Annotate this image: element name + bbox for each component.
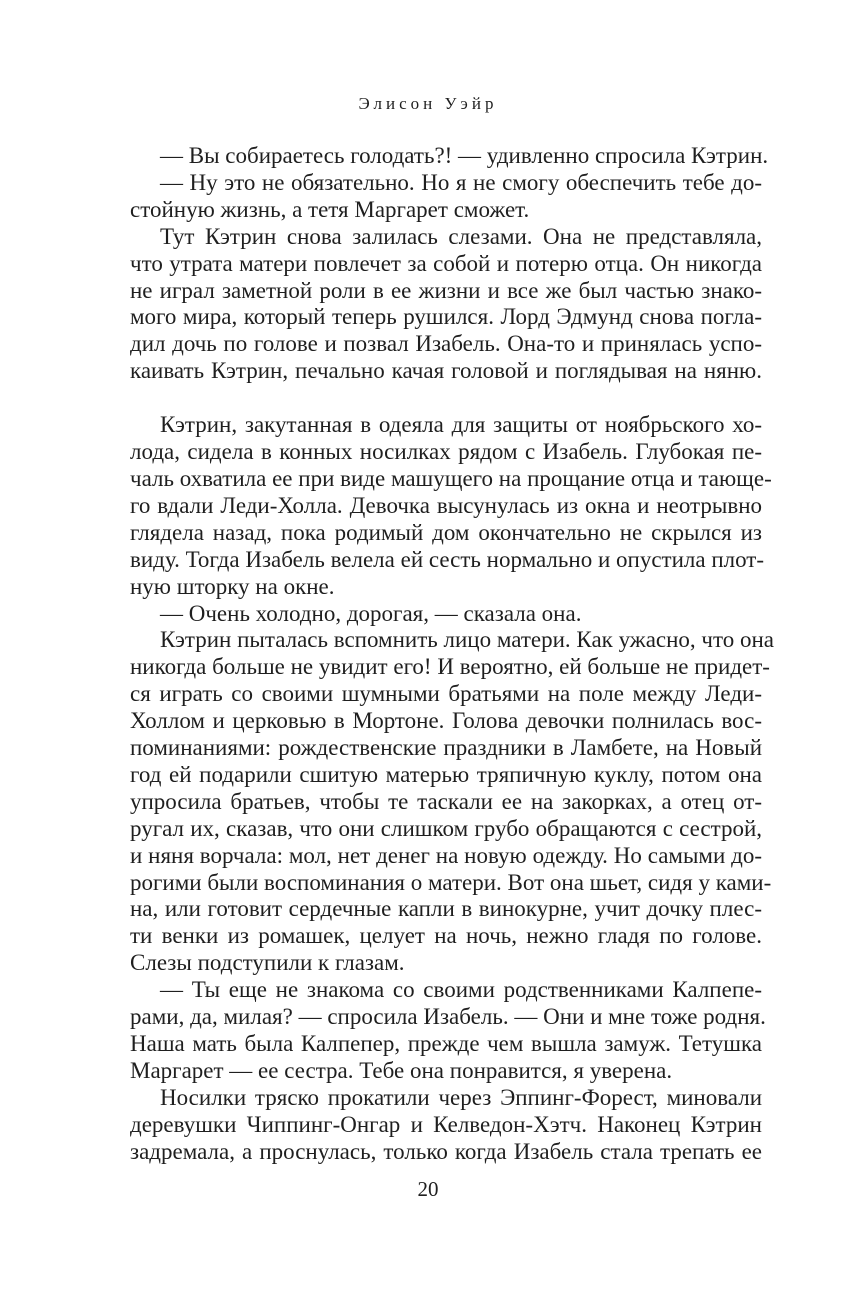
text-line: и няня ворчала: мол, нет денег на новую одежду. Но самыми до- (130, 842, 762, 868)
text-line: ти венки из ромашек, целует на ночь, нежно гладя по голове. (130, 923, 762, 949)
text-block (130, 143, 775, 1166)
text-line: деревушки Чиппинг-Онгар и Келведон-Хэтч. Наконец Кэтрин (130, 1111, 762, 1137)
text-line: Холлом и церковью в Мортоне. Голова девочки полнилась вос- (130, 708, 762, 734)
text-line: ся играть со своими шумными братьями на поле между Леди- (130, 681, 762, 707)
text-line: задремала, а проснулась, только когда Изабель стала трепать ее (130, 1138, 762, 1164)
text-line: поминаниями: рождественские праздники в Ламбете, на Новый (130, 735, 762, 761)
text-line: дил дочь по голове и позвал Изабель. Она-то и принялась успо- (130, 331, 762, 357)
text-line: никогда больше не увидит его! И вероятно, ей больше не придет- (130, 654, 770, 680)
text-line: Слезы подступили к глазам. (130, 950, 405, 976)
text-line: виду. Тогда Изабель велела ей сесть нормально и опустила плот- (130, 546, 765, 572)
page-number: 20 (417, 1177, 439, 1201)
text-line: рами, да, милая? — спросила Изабель. — Они и мне тоже родня. (130, 1004, 766, 1030)
text-line: — Ну это не обязательно. Но я не смогу обеспечить тебе до- (160, 169, 762, 195)
text-line: — Очень холодно, дорогая, — сказала она. (160, 600, 582, 626)
text-line: Кэтрин, закутанная в одеяла для защиты от ноябрьского хо- (160, 412, 762, 438)
text-line: стойную жизнь, а тетя Маргарет сможет. (130, 196, 530, 222)
text-line: лода, сидела в конных носилках рядом с Изабель. Глубокая пе- (130, 439, 762, 465)
text-line: глядела назад, пока родимый дом окончательно не скрылся из (130, 519, 762, 545)
paragraph (130, 170, 762, 224)
paragraph (130, 412, 772, 600)
paragraph (130, 977, 766, 1085)
text-line: — Вы собираетесь голодать?! — удивленно спросила Кэтрин. (160, 143, 769, 168)
text-line: ную шторку на окне. (130, 573, 335, 599)
text-line: упросила братьев, чтобы те таскали ее на закорках, а отец от- (130, 788, 762, 814)
text-line: — Ты еще не знакома со своими родственниками Калпепе- (160, 977, 762, 1003)
text-line: рогими были воспоминания о матери. Вот она шьет, сидя у ками- (130, 869, 772, 895)
text-line: Наша мать была Калпепер, прежде чем вышла замуж. Тетушка (130, 1031, 762, 1056)
text-line: на, или готовит сердечные капли в винокурне, учит дочку плес- (130, 896, 762, 922)
text-line: не играл заметной роли в ее жизни и все же был частью знако- (130, 277, 762, 303)
text-line: Кэтрин пыталась вспомнить лицо матери. Как ужасно, что она (160, 627, 775, 653)
paragraph (130, 1085, 762, 1166)
paragraph (130, 627, 775, 977)
running-head: Элисон Уэйр (358, 94, 498, 113)
text-line: го вдали Леди-Холла. Девочка высунулась из окна и неотрывно (130, 492, 762, 518)
text-line: каивать Кэтрин, печально качая головой и поглядывая на няню. (130, 358, 762, 384)
paragraph (130, 224, 762, 385)
text-line: что утрата матери повлечет за собой и потерю отца. Он никогда (130, 250, 762, 276)
text-line: год ей подарили сшитую матерью тряпичную куклу, потом она (130, 761, 762, 787)
text-line: Носилки тряско прокатили через Эппинг-Форест, миновали (160, 1084, 762, 1110)
text-line: мого мира, который теперь рушился. Лорд Эдмунд снова погла- (130, 304, 762, 330)
paragraph (130, 601, 762, 628)
paragraph (130, 143, 769, 170)
text-line: Тут Кэтрин снова залилась слезами. Она не представляла, (160, 223, 762, 249)
text-line: ругал их, сказав, что они слишком грубо обращаются с сестрой, (130, 815, 762, 841)
text-line: чаль охватила ее при виде машущего на прощание отца и тающе- (130, 465, 772, 491)
text-line: Маргарет — ее сестра. Тебе она понравится, я уверена. (130, 1057, 673, 1083)
